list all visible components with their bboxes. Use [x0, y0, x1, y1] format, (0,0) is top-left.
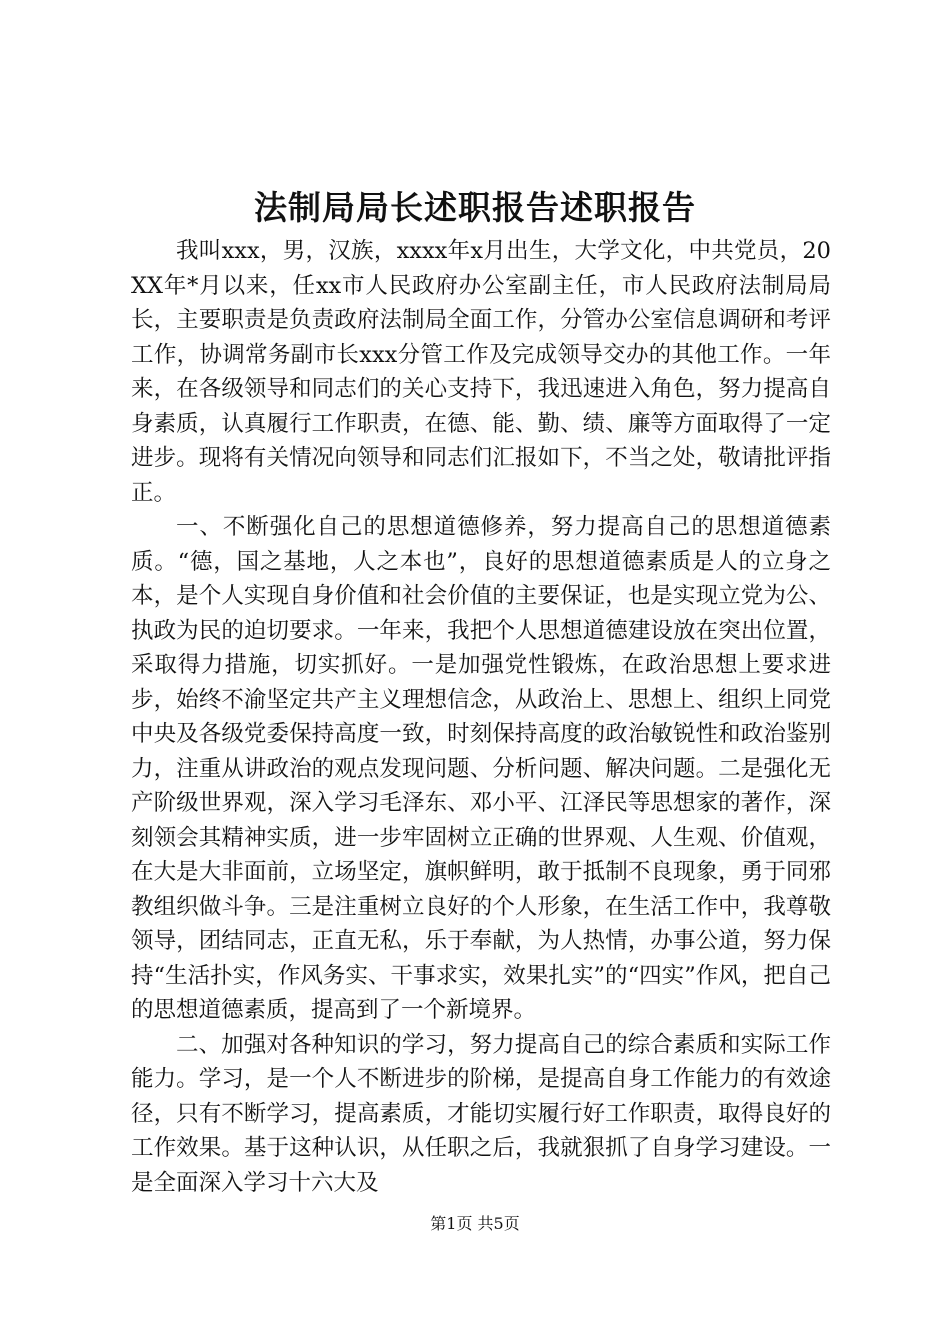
paragraph-section-two: 二、加强对各种知识的学习，努力提高自己的综合素质和实际工作能力。学习，是一个人不断进步的阶梯，是提高自身工作能力的有效途径，只有不断学习，提高素质，才能切实履行好工作职责，取得良好的工作效果。基于这种认识，从任职之后，我就狠抓了自身学习建设。一是全面深入学习十六大及	[131, 1031, 831, 1196]
paragraph-section-one: 一、不断强化自己的思想道德修养，努力提高自己的思想道德素质。“德，国之基地，人之本也”，良好的思想道德素质是人的立身之本，是个人实现自身价值和社会价值的主要保证，也是实现立党为公、执政为民的迫切要求。一年来，我把个人思想道德建设放在突出位置，采取得力措施，切实抓好。一是加强党性锻炼，在政治思想上要求进步，始终不渝坚定共产主义理想信念，从政治上、思想上、组织上同党中央及各级党委保持高度一致，时刻保持高度的政治敏锐性和政治鉴别力，注重从讲政治的观点发现问题、分析问题、解决问题。二是强化无产阶级世界观，深入学习毛泽东、邓小平、江泽民等思想家的著作，深刻领会其精神实质，进一步牢固树立正确的世界观、人生观、价值观，在大是大非面前，立场坚定，旗帜鲜明，敢于抵制不良现象，勇于同邪教组织做斗争。三是注重树立良好的个人形象，在生活工作中，我尊敬领导，团结同志，正直无私，乐于奉献，为人热情，办事公道，努力保持“生活扑实，作风务实、干事求实，效果扎实”的“四实”作风，把自己的思想道德素质，提高到了一个新境界。	[131, 514, 831, 1023]
document-title: 法制局局长述职报告述职报告	[254, 188, 696, 227]
paragraph-intro: 我叫xxx，男，汉族，xxxx年x月出生，大学文化，中共党员，20XX年*月以来，任xx市人民政府办公室副主任，市人民政府法制局局长，主要职责是负责政府法制局全面工作，分管办公室信息调研和考评工作，协调常务副市长xxx分管工作及完成领导交办的其他工作。一年来，在各级领导和同志们的关心支持下，我迅速进入角色，努力提高自身素质，认真履行工作职责，在德、能、勤、绩、廉等方面取得了一定进步。现将有关情况向领导和同志们汇报如下，不当之处，敬请批评指正。	[131, 238, 831, 506]
page-number-footer: 第1页 共5页	[430, 1214, 520, 1233]
document-body	[131, 234, 831, 1200]
